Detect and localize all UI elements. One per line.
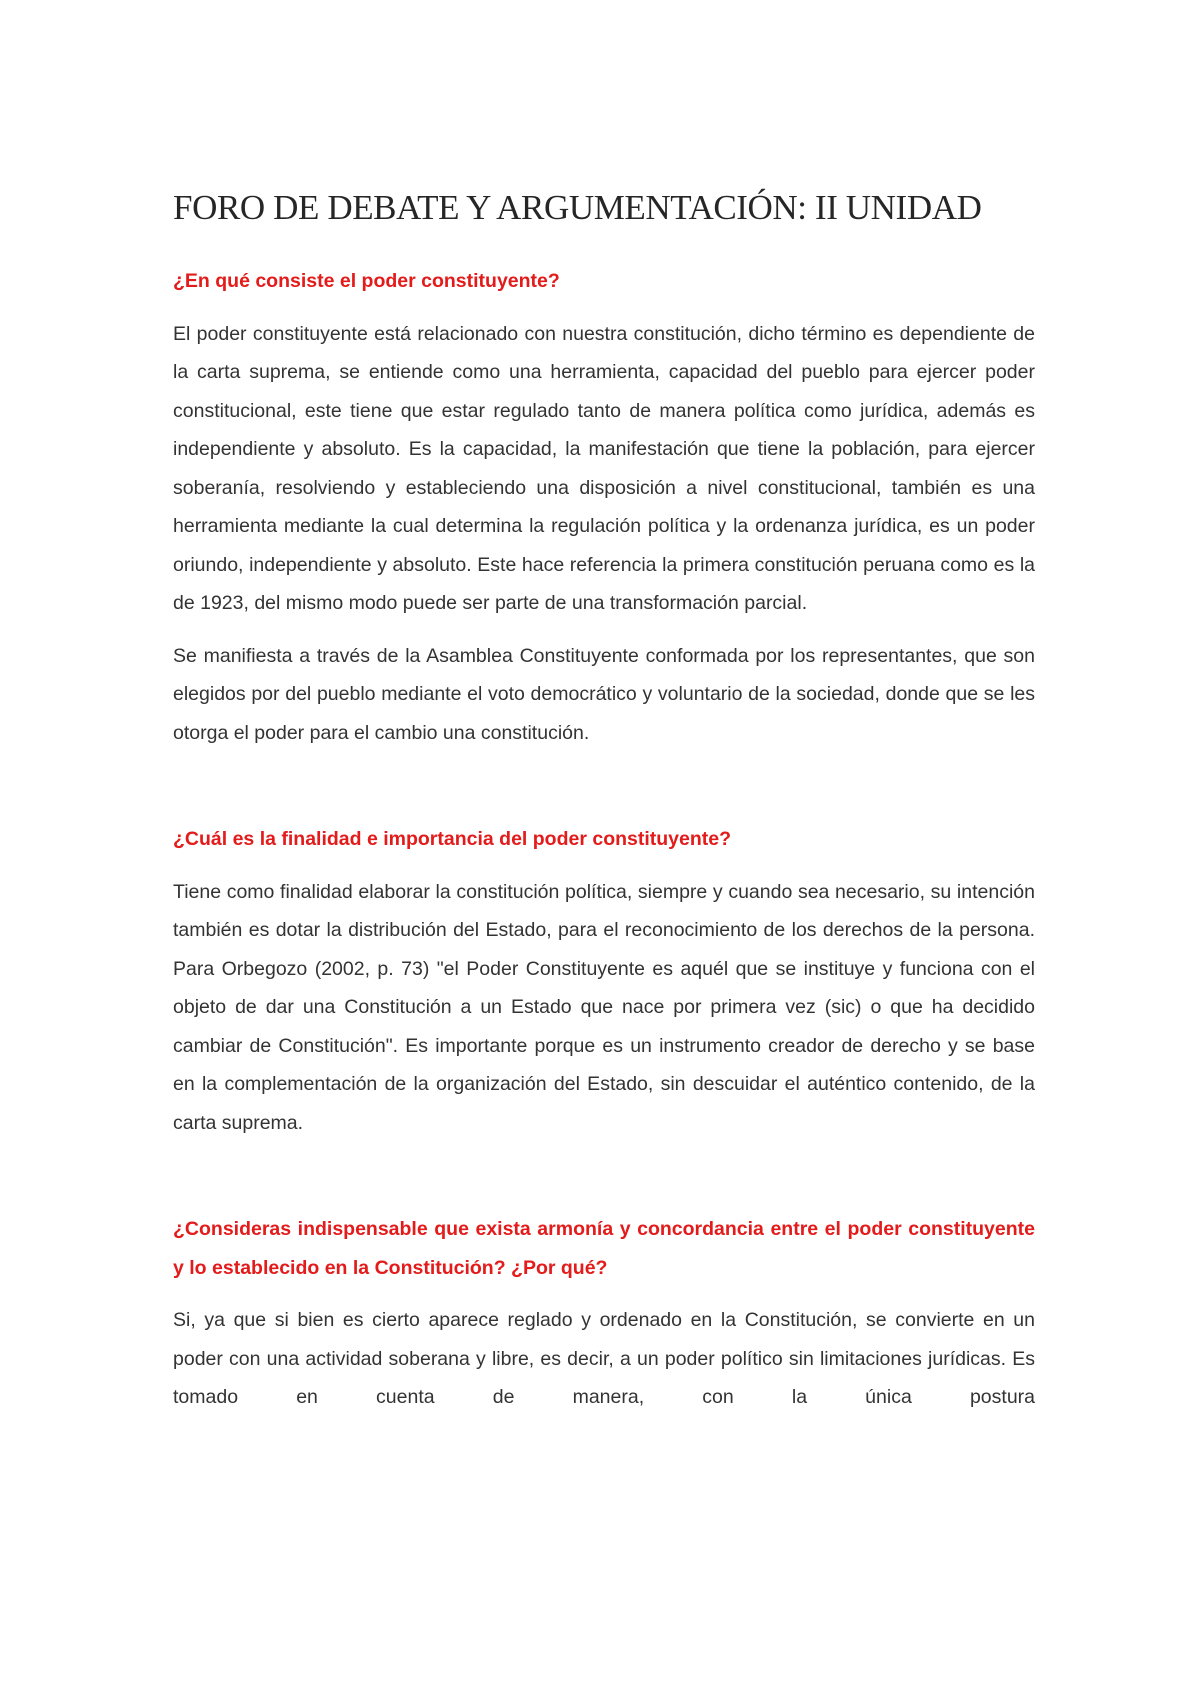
section-1-paragraph-1: El poder constituyente está relacionado con nuestra constitución, dicho término es dependiente de la carta suprema, se entiende como una herramienta, capacidad del pueblo para ejercer poder constitucional, este tiene que estar regulado tanto de manera política como jurídica, además es independiente y absoluto. Es la capacidad, la manifestación que tiene la población, para ejercer soberanía, resolviendo y estableciendo una disposición a nivel constitucional, también es una herramienta mediante la cual determina la regulación política y la ordenanza jurídica, es un poder oriundo, independiente y absoluto. Este hace referencia la primera constitución peruana como es la de 1923, del mismo modo puede ser parte de una transformación parcial. [173, 322, 1035, 614]
section-1-question: ¿En qué consiste el poder constituyente? [173, 270, 560, 292]
section-1-paragraph-2: Se manifiesta a través de la Asamblea Constituyente conformada por los representantes, que son elegidos por del pueblo mediante el voto democrático y voluntario de la sociedad, donde que se les otorga el poder para el cambio una constitución. [173, 644, 1035, 744]
section-2-question: ¿Cuál es la finalidad e importancia del poder constituyente? [173, 828, 732, 850]
document-title: FORO DE DEBATE Y ARGUMENTACIÓN: II UNIDAD [173, 188, 982, 227]
page-content [173, 180, 1035, 1431]
section-3-question: ¿Consideras indispensable que exista armonía y concordancia entre el poder constituyente y lo establecido en la Constitución? ¿Por qué? [173, 1218, 1035, 1279]
section-2-paragraph-1: Tiene como finalidad elaborar la constitución política, siempre y cuando sea necesario, su intención también es dotar la distribución del Estado, para el reconocimiento de los derechos de la persona. Para Orbegozo (2002, p. 73) "el Poder Constituyente es aquél que se instituye y funciona con el objeto de dar una Constitución a un Estado que nace por primera vez (sic) o que ha decidido cambiar de Constitución". Es importante porque es un instrumento creador de derecho y se base en la complementación de la organización del Estado, sin descuidar el auténtico contenido, de la carta suprema. [173, 880, 1035, 1134]
section-3-paragraph-1: Si, ya que si bien es cierto aparece reglado y ordenado en la Constitución, se convierte en un poder con una actividad soberana y libre, es decir, a un poder político sin limitaciones jurídicas. Es tomado en cuenta de manera, con la única postura [173, 1309, 1035, 1408]
